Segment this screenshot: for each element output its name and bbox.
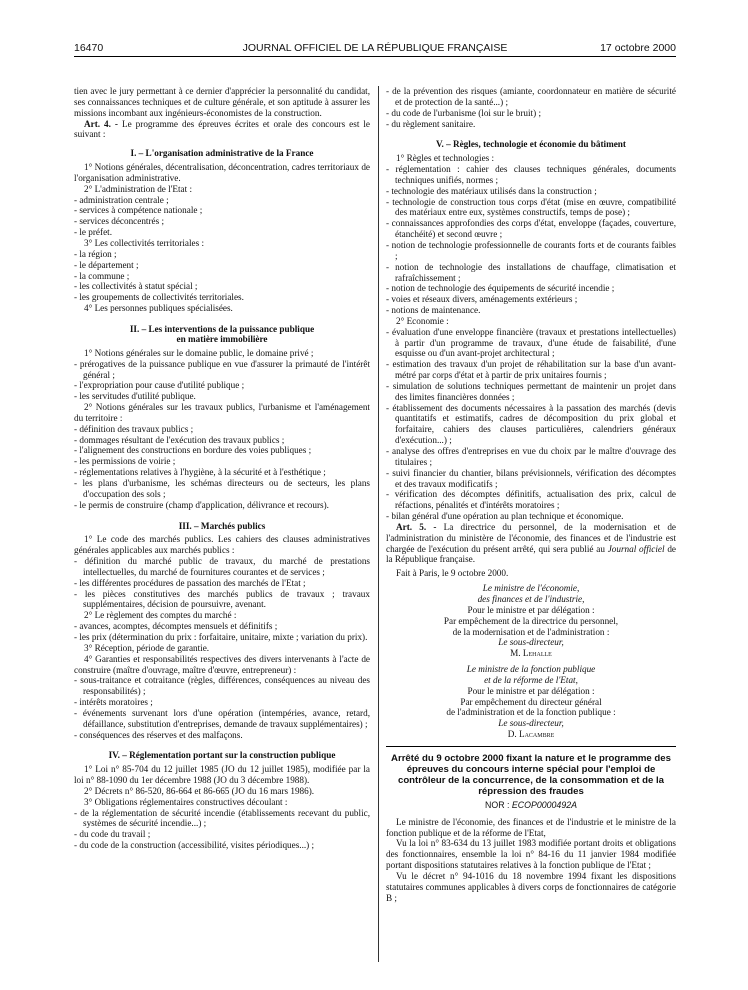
s3-p1: 1° Le code des marchés publics. Les cahiers des clauses administratives générales applicables aux marchés publics : <box>74 534 370 556</box>
list-item: - intérêts moratoires ; <box>74 697 153 708</box>
list-item: - la commune ; <box>74 270 130 281</box>
s1-p1: 1° Notions générales, décentralisation, déconcentration, cadres territoriaux de l'organisation administrative. <box>74 162 370 183</box>
sig1-name: M. Lehalle <box>510 648 552 659</box>
list-item: - de la réglementation de sécurité incendie (établissements recevant du public, systèmes de sécurité incendie...) ; <box>74 807 370 829</box>
article-4-text: Le programme des épreuves écrites et orale des concours est le suivant : <box>74 118 370 140</box>
nor-reference <box>386 800 676 811</box>
s3-list-4 <box>74 675 370 740</box>
s3-p2: 2° Le règlement des comptes du marché : <box>84 610 237 621</box>
s5-p1: 1° Règles et technologies : <box>396 153 495 164</box>
nor-code: ECOP0000492A <box>511 799 577 810</box>
s1-p2: 2° L'administration de l'Etat : <box>84 183 193 194</box>
s3-p4: 4° Garanties et responsabilités respectives des divers intervenants à l'acte de construire (maître d'ouvrage, maître d'œuvre, entrepreneur) : <box>74 653 370 675</box>
list-item: - vérification des décomptes définitifs, actualisation des prix, calcul de réfactions, pénalités et d'intérêts moratoires ; <box>386 489 676 511</box>
sig2-role: Le sous-directeur, <box>498 718 564 729</box>
arrete-para-2: Vu la loi n° 83-634 du 13 juillet 1983 modifiée portant droits et obligations des fonctionnaires, ensemble la loi n° 84-16 du 11 janvier 1984 modifiée portant dispositions statutaires relatives à la fonction publique de l'Etat ; <box>386 838 676 871</box>
list-item: - du règlement sanitaire. <box>386 118 476 129</box>
list-item: - réglementation : cahier des clauses techniques générales, documents techniques unifiés, normes ; <box>386 164 676 185</box>
journal-title: JOURNAL OFFICIEL DE LA RÉPUBLIQUE FRANÇAISE <box>242 42 508 54</box>
nor-label: NOR : <box>485 799 512 810</box>
s2-p1: 1° Notions générales sur le domaine public, le domaine privé ; <box>84 347 314 358</box>
s1-p4: 4° Les personnes publiques spécialisées. <box>84 303 233 314</box>
s4-p1: 1° Loi n° 85-704 du 12 juillet 1985 (JO du 12 juillet 1985), modifiée par la loi n° 88-1090 du 1er décembre 1988 (JO du 3 décembre 1988). <box>74 764 370 786</box>
list-item: - suivi financier du chantier, bilans prévisionnels, vérification des décomptes et des travaux modificatifs ; <box>386 467 676 489</box>
article-5-label: Art. 5. - <box>396 521 437 532</box>
article-5-text: La directrice du personnel, de la modernisation et de l'administration du ministère de l'économie, des finances et de l'industrie est chargée de l'exécution du présent arrêté, qui sera publié au <box>386 521 676 554</box>
article-5 <box>386 522 676 565</box>
sig1-delegation: Pour le ministre et par délégation : <box>467 604 595 615</box>
sig2-ministre-line1: Le ministre de la fonction publique <box>466 664 596 675</box>
list-item: - sous-traitance et cotraitance (règles, différences, conséquences au niveau des responsabilités) ; <box>74 675 370 697</box>
right-column <box>386 86 676 904</box>
continued-list <box>386 86 676 129</box>
list-item: - prérogatives de la puissance publique en vue d'assurer la primauté de l'intérêt général ; <box>74 358 370 380</box>
list-item: - le département ; <box>74 259 139 270</box>
s2-p2: 2° Notions générales sur les travaux publics, l'urbanisme et l'aménagement du territoire : <box>74 402 370 423</box>
list-item: - technologie de construction tous corps d'état (mise en œuvre, compatibilité des matériaux entre eux, systèmes constructifs, temps de pose) ; <box>386 196 676 218</box>
section-2-title <box>74 324 370 345</box>
s1-p3: 3° Les collectivités territoriales : <box>84 237 205 248</box>
s2-list-2 <box>74 424 370 511</box>
list-item: - bilan général d'une opération au plan technique et économique. <box>386 511 624 522</box>
article-5-end: de la République française. <box>386 543 676 565</box>
list-item: - services à compétence nationale ; <box>74 205 203 216</box>
list-item: - les groupements de collectivités territoriales. <box>74 292 244 303</box>
list-item: - dommages résultant de l'exécution des travaux publics ; <box>74 434 285 445</box>
list-item: - réglementations relatives à l'hygiène, à la sécurité et à l'esthétique ; <box>74 467 326 478</box>
s4-p3: 3° Obligations réglementaires constructives découlant : <box>84 796 288 807</box>
list-item: - les permissions de voirie ; <box>74 456 176 467</box>
list-item: - définition des travaux publics ; <box>74 423 194 434</box>
list-item: - événements survenant lors d'une opération (intempéries, avance, retard, défaillance, substitution d'entreprises, demande de travaux supplémentaires) ; <box>74 707 370 729</box>
list-item: - notion de technologie professionnelle de courants forts et de courants faibles ; <box>386 239 676 261</box>
list-item: - voies et réseaux divers, aménagements extérieurs ; <box>386 294 578 305</box>
article-4-label: Art. 4. - <box>84 118 118 129</box>
s4-list-3 <box>74 808 370 851</box>
list-item: - conséquences des réserves et des malfaçons. <box>74 729 243 740</box>
list-item: - le préfet. <box>74 227 113 238</box>
list-item: - les prix (détermination du prix : forfaitaire, unitaire, mixte ; variation du prix). <box>74 631 368 642</box>
list-item: - services déconcentrés ; <box>74 216 165 227</box>
sig1-empechement-1: Par empêchement de la directrice du personnel, <box>443 615 619 626</box>
section-rule <box>386 746 676 747</box>
s3-list-1 <box>74 556 370 610</box>
section-2-title-line1: II. – Les interventions de la puissance publique <box>129 323 315 334</box>
list-item: - les pièces constitutives des marchés publics de travaux ; travaux supplémentaires, décision de poursuivre, avenant. <box>74 588 370 610</box>
column-divider <box>378 86 379 962</box>
arrete-para-1: Le ministre de l'économie, des finances et de l'industrie et le ministre de la fonction publique et de la réforme de l'Etat, <box>386 816 676 838</box>
s5-list-2 <box>386 327 676 522</box>
list-item: - du code du travail ; <box>74 829 151 840</box>
section-2-title-line2: en matière immobilière <box>176 334 268 345</box>
list-item: - analyse des offres d'entreprises en vue du choix par le maître d'ouvrage des titulaires ; <box>386 446 676 467</box>
sig1-ministre-line2: des finances et de l'industrie, <box>477 593 585 604</box>
list-item: - l'alignement des constructions en bordure des voies publiques ; <box>74 445 312 456</box>
list-item: - technologie des matériaux utilisés dans la construction ; <box>386 185 597 196</box>
intro-paragraph: tien avec le jury permettant à ce dernier d'apprécier la personnalité du candidat, ses connaissances techniques et de culture générale, et son aptitude à assurer les missions incombant aux ingénieurs-économistes de la construction. <box>74 86 370 118</box>
s4-p2: 2° Décrets n° 86-520, 86-664 et 86-665 (JO du 16 mars 1986). <box>84 785 315 796</box>
list-item: - les collectivités à statut spécial ; <box>74 281 198 292</box>
list-item: - notions de maintenance. <box>386 305 481 316</box>
s3-p3: 3° Réception, période de garantie. <box>84 642 210 653</box>
s1-list-3 <box>74 249 370 303</box>
signature-block-1 <box>386 583 676 659</box>
list-item: - l'expropriation pour cause d'utilité publique ; <box>74 380 245 391</box>
list-item: - les plans d'urbanisme, les schémas directeurs ou de secteurs, les plans d'occupation des sols ; <box>74 478 370 499</box>
list-item: - du code de la construction (accessibilité, visites périodiques...) ; <box>74 840 315 851</box>
list-item: - avances, acomptes, décomptes mensuels et définitifs ; <box>74 621 278 632</box>
list-item: - de la prévention des risques (amiante, coordonnateur en matière de sécurité et de protection de la santé...) ; <box>386 86 676 107</box>
page-number: 16470 <box>74 42 104 54</box>
s5-p2: 2° Economie : <box>396 315 449 326</box>
section-5-title: V. – Règles, technologie et économie du bâtiment <box>436 139 626 150</box>
page-header <box>74 42 676 57</box>
section-4-title: IV. – Réglementation portant sur la construction publique <box>108 750 336 761</box>
section-3-title: III. – Marchés publics <box>178 520 266 531</box>
list-item: - les servitudes d'utilité publique. <box>74 391 196 402</box>
list-item: - simulation de solutions techniques permettant de maintenir un projet dans des limites financières données ; <box>386 380 676 402</box>
sig2-empechement-2: de l'administration et de la fonction publique : <box>446 707 616 718</box>
sig1-role: Le sous-directeur, <box>498 637 564 648</box>
sig2-ministre-line2: et de la réforme de l'Etat, <box>484 674 578 685</box>
list-item: - notion de technologie des installations de chauffage, climatisation et rafraîchissement ; <box>386 261 676 283</box>
arrete-para-3: Vu le décret n° 94-1016 du 18 novembre 1994 fixant les dispositions statutaires communes applicables à divers corps de fonctionnaires de catégorie B ; <box>386 871 676 903</box>
sig1-ministre-line1: Le ministre de l'économie, <box>482 583 580 594</box>
sig1-empechement-2: de la modernisation et de l'administration : <box>452 626 610 637</box>
issue-date: 17 octobre 2000 <box>600 42 676 54</box>
list-item: - les différentes procédures de passation des marchés de l'Etat ; <box>74 577 306 588</box>
left-column <box>74 86 370 851</box>
sig2-empechement-1: Par empêchement du directeur général <box>460 696 602 707</box>
article-5-journal: Journal officiel <box>607 543 665 554</box>
list-item: - établissement des documents nécessaires à la passation des marchés (devis quantitatifs et estimatifs, cadres de décomposition du prix global et forfaitaire, cahiers des clauses particulières, calendriers généraux d'exécution...) ; <box>386 402 676 446</box>
signature-block-2 <box>386 664 676 740</box>
list-item: - la région ; <box>74 248 117 259</box>
s1-list-2 <box>74 195 370 238</box>
article-4 <box>74 119 370 141</box>
list-item: - estimation des travaux d'un projet de réhabilitation sur la base d'un avant-métré par corps d'état et à partir de prix unitaires fournis ; <box>386 359 676 381</box>
list-item: - le permis de construire (champ d'application, délivrance et recours). <box>74 499 329 510</box>
list-item: - évaluation d'une enveloppe financière (travaux et prestations intellectuelles) à partir d'un programme de travaux, d'une étude de faisabilité, d'une esquisse ou d'un avant-projet architectural ; <box>386 326 676 359</box>
list-item: - administration centrale ; <box>74 194 169 205</box>
arrete-title: Arrêté du 9 octobre 2000 fixant la nature et le programme des épreuves du concours interne spécial pour l'emploi de contrôleur de la concurrence, de la consommation et de la répression des fraudes <box>391 752 671 797</box>
sig2-name: D. Lacambre <box>507 729 555 740</box>
section-1-title: I. – L'organisation administrative de la France <box>130 148 314 159</box>
list-item: - connaissances approfondies des corps d'état, enveloppe (façades, couverture, étanchéité) et second œuvre ; <box>386 218 676 240</box>
list-item: - définition du marché public de travaux, du marché de prestations intellectuelles, du marché de fournitures courantes et de services ; <box>74 556 370 577</box>
list-item: - du code de l'urbanisme (loi sur le bruit) ; <box>386 107 541 118</box>
s2-list-1 <box>74 359 370 402</box>
sig2-delegation: Pour le ministre et par délégation : <box>467 685 595 696</box>
s3-list-2 <box>74 621 370 643</box>
s5-list-1 <box>386 164 676 316</box>
list-item: - notion de technologie des équipements de sécurité incendie ; <box>386 283 615 294</box>
fait-a-paris: Fait à Paris, le 9 octobre 2000. <box>396 568 509 579</box>
